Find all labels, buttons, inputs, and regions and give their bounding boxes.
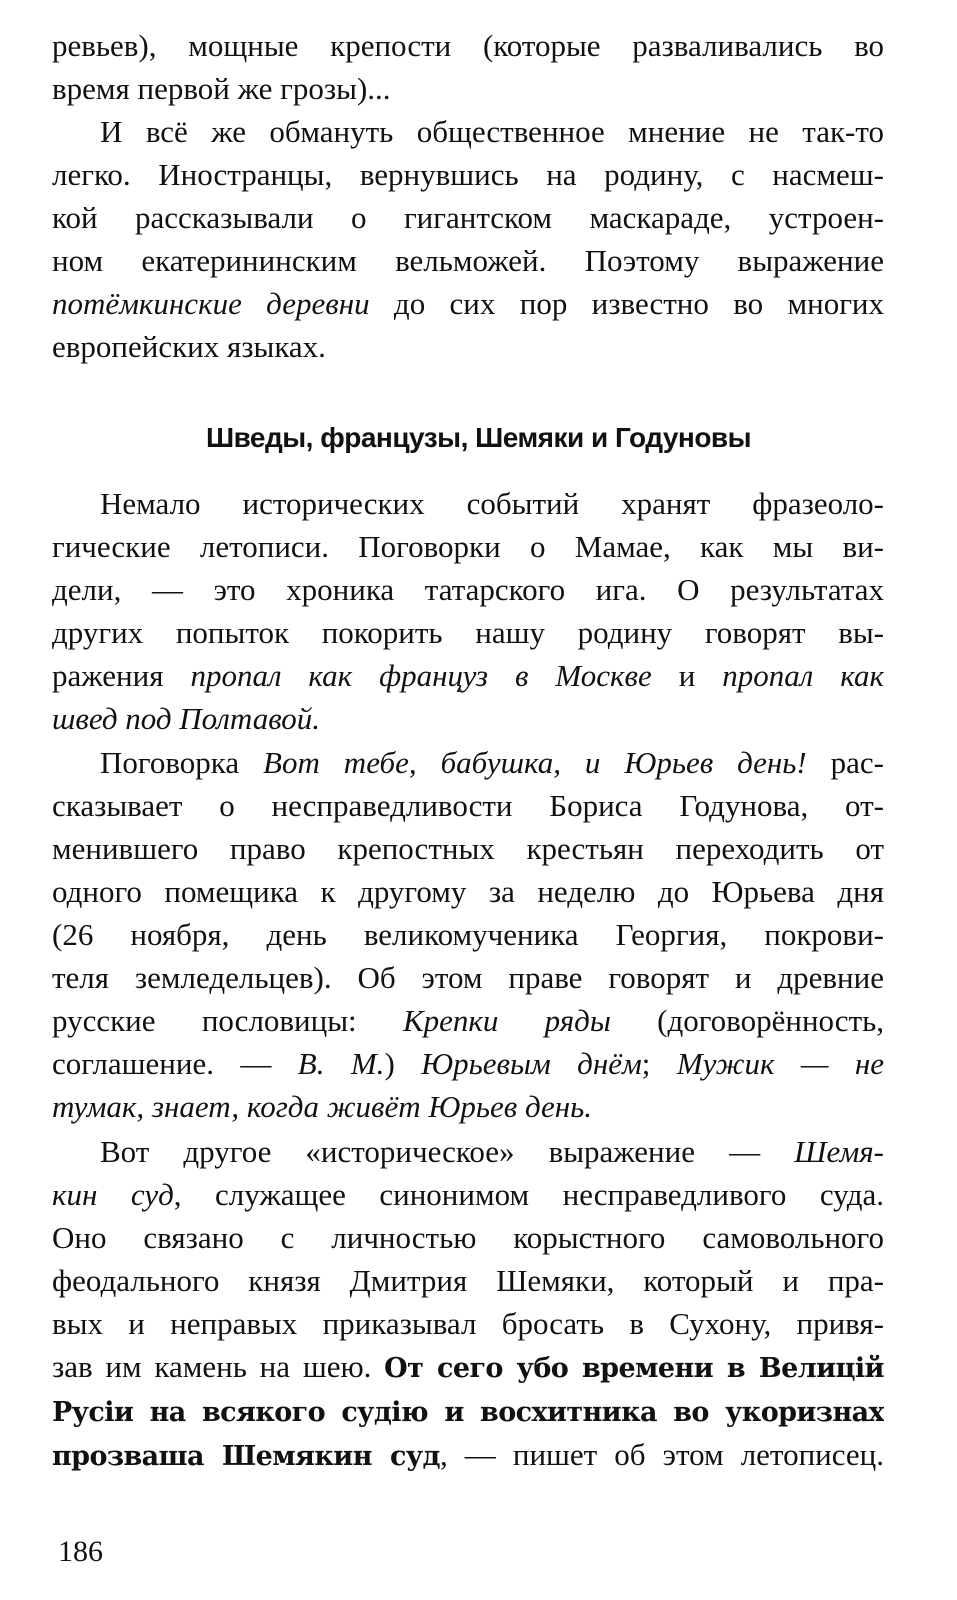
text-line: время первой же грозы)... (52, 71, 391, 106)
text-line: швед под Полтавой. (52, 701, 320, 736)
text-line: Оно связано с личностью корыстного самовольного (52, 1220, 884, 1255)
text-line: потёмкинские деревни до сих пор известно во многих (52, 286, 884, 321)
text-line: соглашение. — В. М.) Юрьевым днём; Мужик — не (52, 1046, 884, 1081)
text-line: русские пословицы: Крепки ряды (договорённость, (52, 1003, 884, 1038)
text-line: кин суд, служащее синонимом несправедливого суда. (52, 1177, 884, 1212)
text-line: Немало исторических событий хранят фразеоло- (100, 486, 884, 521)
text-line: (26 ноября, день великомученика Георгия, покрови- (52, 917, 884, 952)
text-line: других попыток покорить нашу родину говорят вы- (52, 615, 884, 650)
text-line: гические летописи. Поговорки о Мамае, как мы ви- (52, 529, 884, 564)
text-line: менившего право крепостных крестьян переходить от (52, 831, 884, 866)
text-line: И всё же обмануть общественное мнение не так-то (100, 114, 884, 149)
text-line: ревьев), мощные крепости (которые разваливались во (52, 28, 884, 63)
text-line: Поговорка Вот тебе, бабушка, и Юрьев день! рас- (100, 745, 884, 780)
text-line: вых и неправых приказывал бросать в Сухону, привя- (52, 1306, 884, 1341)
text-line: дели, — это хроника татарского ига. О результатах (52, 572, 884, 607)
old-slavonic-quote: Руcіи на всякого судію и восхитника во укоризнах (52, 1397, 884, 1428)
section-title: Шведы, французы, Шемяки и Годуновы (205, 422, 752, 453)
page-number: 186 (58, 1535, 103, 1568)
text-line: ном екатерининским вельможей. Поэтому выражение (52, 243, 884, 278)
text-line: кой рассказывали о гигантском маскараде, устроен- (52, 200, 884, 235)
text-line: прозваша Шемякин суд, — пишет об этом летописец. (52, 1437, 884, 1472)
text-line: легко. Иностранцы, вернувшись на родину, с насмеш- (52, 157, 884, 192)
text-line (52, 1389, 884, 1432)
old-slavonic-quote: прозваша Шемякин суд (52, 1441, 440, 1472)
old-slavonic-quote: От сего убо времени в Велицій (384, 1353, 884, 1384)
text-line: европейских языках. (52, 329, 326, 364)
text-line: феодального князя Дмитрия Шемяки, который и пра- (52, 1263, 884, 1298)
text-line: теля земледельцев). Об этом праве говорят и древние (52, 960, 884, 995)
text-line: Вот другое «историческое» выражение — Шемя- (100, 1134, 884, 1169)
text-line: сказывает о несправедливости Бориса Годунова, от- (52, 788, 884, 823)
text-line: тумак, знает, когда живёт Юрьев день. (52, 1089, 593, 1124)
text-line: зав им камень на шею. От сего убо времени в Велицій (52, 1349, 884, 1384)
text-line: одного помещика к другому за неделю до Юрьева дня (52, 874, 884, 909)
text-line: ражения пропал как француз в Москве и пропал как (52, 658, 884, 693)
